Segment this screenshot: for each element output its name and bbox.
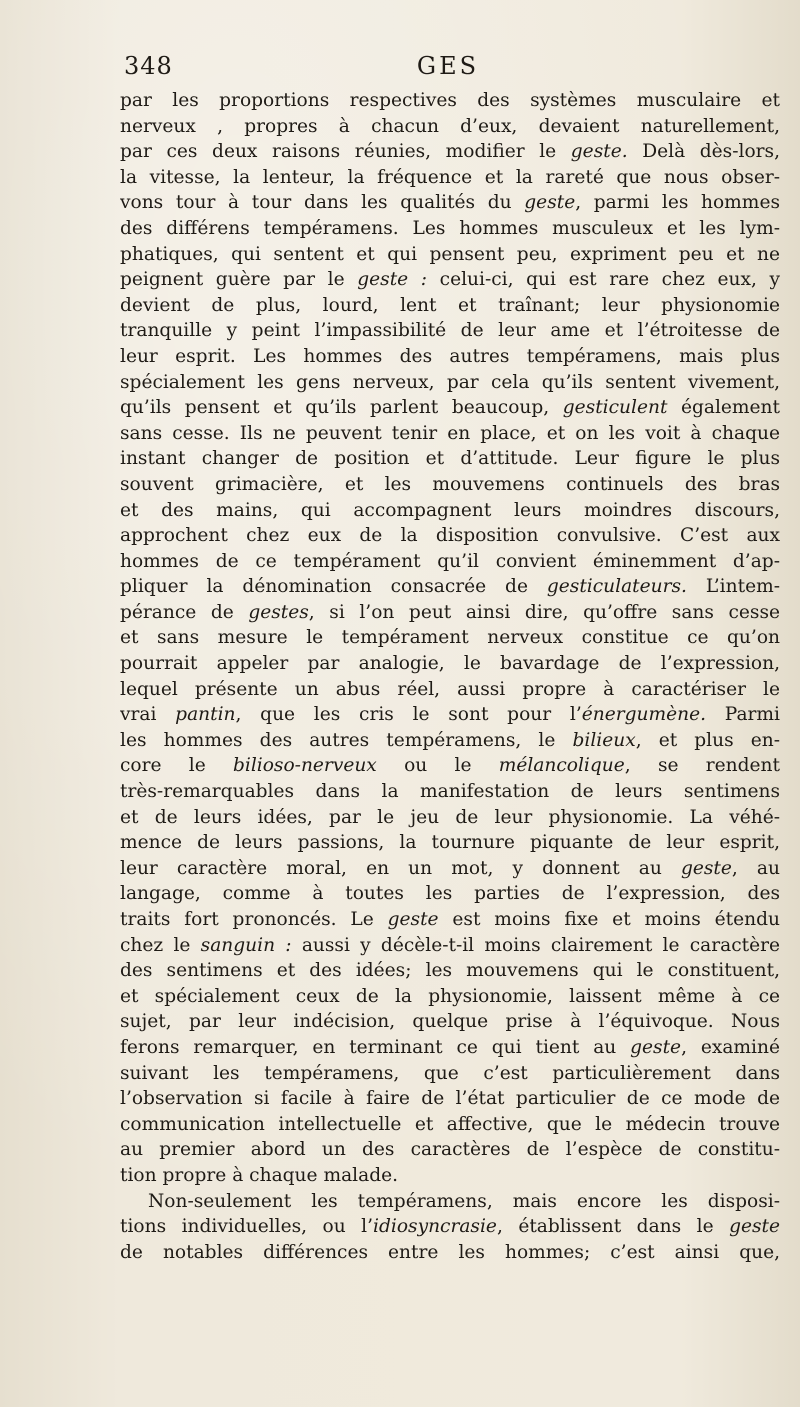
text-line: et de leurs idées, par le jeu de leur physionomie. La véhé- <box>120 806 780 828</box>
text-line: spécialement les gens nerveux, par cela qu’ils sentent vivement, <box>120 371 780 393</box>
text-line: instant changer de position et d’attitude. Leur figure le plus <box>120 448 780 470</box>
text-line: leur caractère moral, en un mot, y donnent au geste, au <box>120 857 780 879</box>
text-line: communication intellectuelle et affective, que le médecin trouve <box>120 1113 780 1135</box>
text-line: les hommes des autres tempéramens, le bilieux, et plus en- <box>120 729 780 751</box>
text-line: chez le sanguin : aussi y décèle-t-il moins clairement le caractère <box>120 934 780 956</box>
text-line: devient de plus, lourd, lent et traînant; leur physionomie <box>120 294 780 316</box>
text-line: leur esprit. Les hommes des autres tempéramens, mais plus <box>120 345 780 367</box>
text-line: qu’ils pensent et qu’ils parlent beaucoup, gesticulent également <box>120 397 780 419</box>
text-line: l’observation si facile à faire de l’état particulier de ce mode de <box>120 1088 780 1110</box>
text-line: Non-seulement les tempéramens, mais encore les disposi- <box>148 1190 780 1212</box>
text-line: tions individuelles, ou l’idiosyncrasie, établissent dans le geste <box>120 1216 780 1238</box>
text-line: lequel présente un abus réel, aussi propre à caractériser le <box>120 678 780 700</box>
running-head <box>124 52 772 82</box>
text-line: très-remarquables dans la manifestation de leurs sentimens <box>120 781 780 803</box>
text-line: ferons remarquer, en terminant ce qui tient au geste, examiné <box>120 1036 780 1058</box>
text-line: de notables différences entre les hommes; c’est ainsi que, <box>120 1241 780 1263</box>
text-line: tion propre à chaque malade. <box>120 1164 399 1186</box>
text-line: par ces deux raisons réunies, modifier le geste. Delà dès-lors, <box>120 141 780 163</box>
text-line: nerveux , propres à chacun d’eux, devaient naturellement, <box>120 115 780 137</box>
text-line: vons tour à tour dans les qualités du geste, parmi les hommes <box>120 192 780 214</box>
body-text <box>120 88 780 1265</box>
text-line: langage, comme à toutes les parties de l’expression, des <box>120 883 780 905</box>
text-line: des différens tempéramens. Les hommes musculeux et les lym- <box>120 217 780 239</box>
text-line: souvent grimacière, et les mouvemens continuels des bras <box>120 473 780 495</box>
text-line: et sans mesure le tempérament nerveux constitue ce qu’on <box>120 627 780 649</box>
running-title: GES <box>416 52 480 80</box>
text-line: pérance de gestes, si l’on peut ainsi dire, qu’offre sans cesse <box>120 601 780 623</box>
text-line: mence de leurs passions, la tournure piquante de leur esprit, <box>120 832 780 854</box>
text-line: pliquer la dénomination consacrée de gesticulateurs. L’intem- <box>120 576 780 598</box>
text-line: pourrait appeler par analogie, le bavardage de l’expression, <box>120 653 780 675</box>
text-line: tranquille y peint l’impassibilité de leur ame et l’étroitesse de <box>120 320 780 342</box>
text-line: sujet, par leur indécision, quelque prise à l’équivoque. Nous <box>120 1011 780 1033</box>
text-line: vrai pantin, que les cris le sont pour l’énergumène. Parmi <box>120 704 780 726</box>
text-line: et des mains, qui accompagnent leurs moindres discours, <box>120 499 780 521</box>
page-number: 348 <box>124 52 173 80</box>
text-line: et spécialement ceux de la physionomie, laissent même à ce <box>120 985 780 1007</box>
text-line: hommes de ce tempérament qu’il convient éminemment d’ap- <box>120 550 780 572</box>
text-line: au premier abord un des caractères de l’espèce de constitu- <box>120 1139 780 1161</box>
text-line: la vitesse, la lenteur, la fréquence et la rareté que nous obser- <box>120 166 780 188</box>
text-line: phatiques, qui sentent et qui pensent peu, expriment peu et ne <box>120 243 780 265</box>
text-line: par les proportions respectives des systèmes musculaire et <box>120 90 780 111</box>
text-line: peignent guère par le geste : celui-ci, qui est rare chez eux, y <box>120 269 780 291</box>
text-line: approchent chez eux de la disposition convulsive. C’est aux <box>120 525 780 547</box>
text-line: core le bilioso-nerveux ou le mélancolique, se rendent <box>120 755 780 777</box>
text-line: sans cesse. Ils ne peuvent tenir en place, et on les voit à chaque <box>120 422 780 444</box>
text-line: des sentimens et des idées; les mouvemens qui le constituent, <box>120 960 780 982</box>
text-line: traits fort prononcés. Le geste est moins fixe et moins étendu <box>120 909 780 930</box>
text-line: suivant les tempéramens, que c’est particulièrement dans <box>120 1062 780 1084</box>
